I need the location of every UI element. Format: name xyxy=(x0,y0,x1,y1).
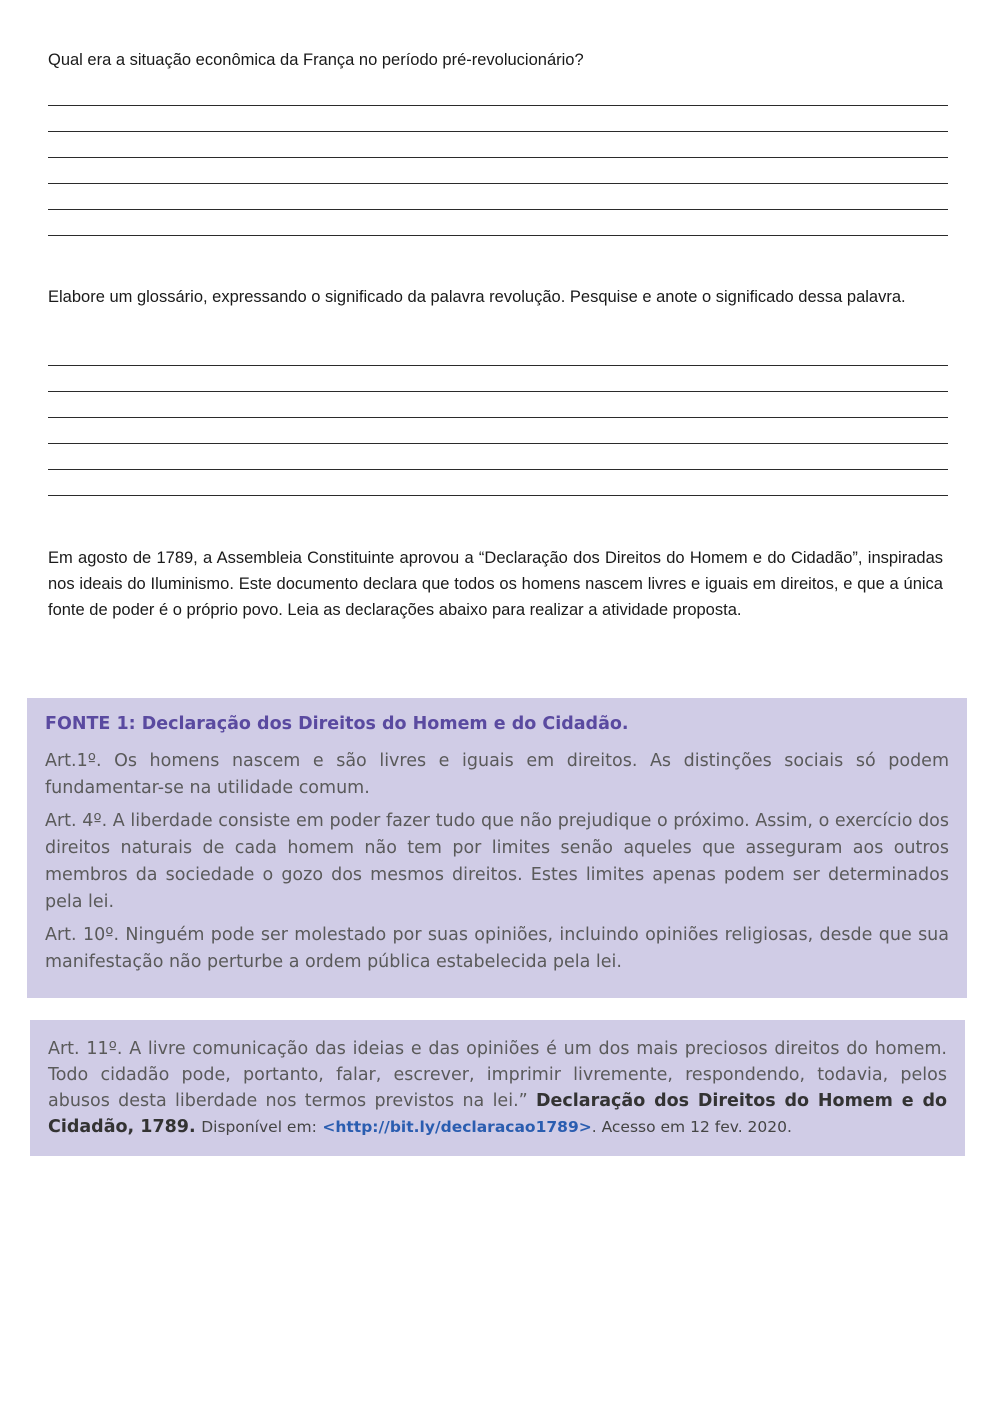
answer-line[interactable] xyxy=(48,340,948,366)
fonte-2-box xyxy=(30,1020,965,1156)
fonte-1-box xyxy=(27,698,967,998)
article-11 xyxy=(48,1036,947,1140)
answer-line[interactable] xyxy=(48,392,948,418)
answer-line[interactable] xyxy=(48,132,948,158)
answer-line[interactable] xyxy=(48,366,948,392)
access-date: . Acesso em 12 fev. 2020. xyxy=(591,1118,792,1136)
source-link[interactable]: <http://bit.ly/declaracao1789> xyxy=(322,1118,592,1136)
intro-paragraph: Em agosto de 1789, a Assembleia Constituinte aprovou a “Declaração dos Direitos do Homem e do Cidadão”, inspiradas nos ideais do Iluminismo. Este documento declara que todos os homens nascem livres e iguais em direitos, e que a única fonte de poder é o próprio povo. Leia as declarações abaixo para realizar a atividade proposta. xyxy=(48,549,943,619)
article-11-text: Art. 11º. A livre comunicação das ideias e das opiniões é um dos mais preciosos direitos do homem. Todo cidadão pode, portanto, falar, escrever, imprimir livremente, respondendo, todavia, pelos abusos desta liberdade nos termos previstos na lei.” xyxy=(48,1039,947,1111)
answer-line[interactable] xyxy=(48,444,948,470)
answer-line[interactable] xyxy=(48,158,948,184)
answer-line[interactable] xyxy=(48,80,948,106)
available-label: Disponível em: xyxy=(201,1118,317,1136)
question-1-text: Qual era a situação econômica da França no período pré-revolucionário? xyxy=(48,51,584,69)
answer-lines-question-1[interactable] xyxy=(48,80,948,236)
answer-line[interactable] xyxy=(48,470,948,496)
citation-title: Declaração dos Direitos do Homem e do Cidadão, 1789. xyxy=(48,1091,947,1137)
answer-line[interactable] xyxy=(48,184,948,210)
answer-line[interactable] xyxy=(48,210,948,236)
answer-line[interactable] xyxy=(48,418,948,444)
article-4: Art. 4º. A liberdade consiste em poder fazer tudo que não prejudique o próximo. Assim, o exercício dos direitos naturais de cada homem não tem por limites senão aqueles que asseguram aos outros membros da sociedade o gozo dos mesmos direitos. Estes limites apenas podem ser determinados pela lei. xyxy=(45,811,949,912)
answer-line[interactable] xyxy=(48,106,948,132)
answer-lines-question-2[interactable] xyxy=(48,340,948,496)
article-1: Art.1º. Os homens nascem e são livres e iguais em direitos. As distinções sociais só podem fundamentar-se na utilidade comum. xyxy=(45,751,949,798)
article-10: Art. 10º. Ninguém pode ser molestado por suas opiniões, incluindo opiniões religiosas, desde que sua manifestação não perturbe a ordem pública estabelecida pela lei. xyxy=(45,925,949,972)
fonte-1-title: FONTE 1: Declaração dos Direitos do Homem e do Cidadão. xyxy=(45,714,629,734)
question-2-text: Elabore um glossário, expressando o significado da palavra revolução. Pesquise e anote o significado dessa palavra. xyxy=(48,288,906,306)
